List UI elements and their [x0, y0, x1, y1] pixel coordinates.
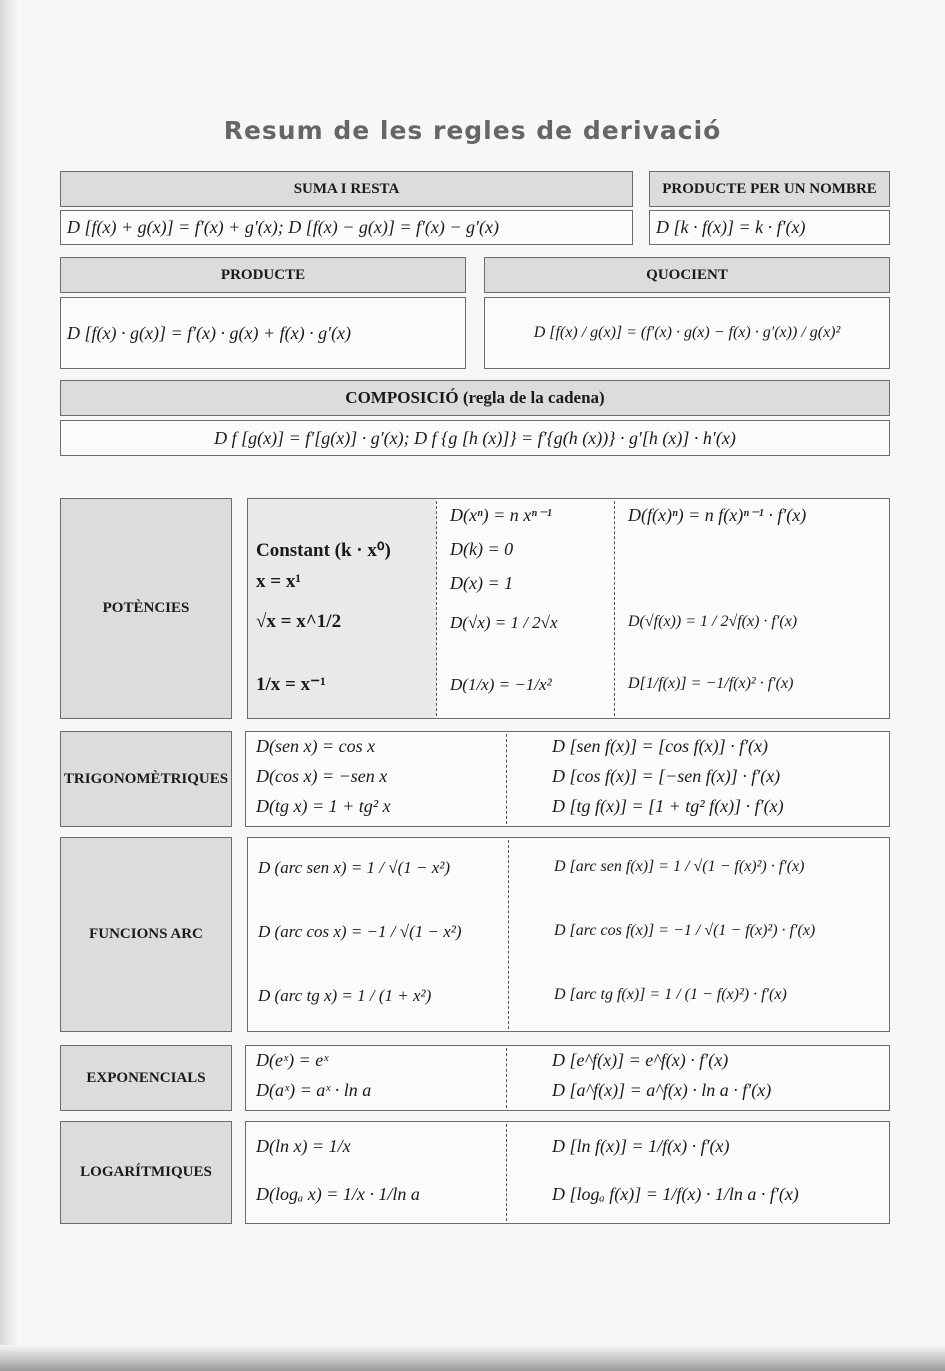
potencies-panel [247, 498, 890, 719]
log-left-row: D(ln x) = 1/x [256, 1136, 351, 1156]
potencies-right-row: D(√f(x)) = 1 / 2√f(x) · f′(x) [628, 613, 798, 630]
exp-right-row: D [e^f(x)] = e^f(x) · f′(x) [552, 1050, 729, 1070]
log-left-row: D(logₐ x) = 1/x · 1/ln a [256, 1184, 420, 1204]
exp-right-row: D [a^f(x)] = a^f(x) · ln a · f′(x) [552, 1080, 772, 1100]
producte-header: PRODUCTE [60, 257, 466, 293]
trig-right-row: D [cos f(x)] = [−sen f(x)] · f′(x) [552, 766, 781, 786]
trig-left-row: D(tg x) = 1 + tg² x [256, 796, 391, 816]
potencies-right-row: D(f(x)ⁿ) = n f(x)ⁿ⁻¹ · f′(x) [628, 505, 807, 525]
potencies-left-row: √x = x^1/2 [256, 611, 342, 632]
logaritmiques-label: LOGARÍTMIQUES [60, 1121, 232, 1224]
arc-divider [508, 840, 509, 1029]
nombre-formula: D [k · f(x)] = k · f′(x) [649, 210, 890, 245]
page-bottom-shadow [0, 1345, 945, 1371]
arc-left-row: D (arc tg x) = 1 / (1 + x²) [258, 986, 432, 1005]
arc-right-row: D [arc sen f(x)] = 1 / √(1 − f(x)²) · f′(x) [554, 858, 805, 875]
arc-right-row: D [arc cos f(x)] = −1 / √(1 − f(x)²) · f′(x) [554, 922, 816, 939]
trigonometriques-panel [245, 731, 890, 827]
potencies-left-row: 1/x = x⁻¹ [256, 674, 326, 695]
arc-left-row: D (arc cos x) = −1 / √(1 − x²) [258, 922, 462, 941]
producte-formula: D [f(x) · g(x)] = f′(x) · g(x) + f(x) · g′(x) [60, 297, 466, 369]
suma-header: SUMA I RESTA [60, 171, 633, 207]
trig-right-row: D [tg f(x)] = [1 + tg² f(x)] · f′(x) [552, 796, 784, 816]
composicio-formula: D f [g(x)] = f′[g(x)] · g′(x); D f {g [h (x)]} = f′{g(h (x))} · g′[h (x)] · h′(x) [60, 420, 890, 456]
page-edge-shadow [0, 0, 18, 1371]
logaritmiques-panel [245, 1121, 890, 1224]
potencies-mid-row: D(1/x) = −1/x² [450, 675, 552, 694]
exp-left-row: D(eˣ) = eˣ [256, 1050, 329, 1070]
suma-formula: D [f(x) + g(x)] = f′(x) + g′(x); D [f(x) − g(x)] = f′(x) − g′(x) [60, 210, 633, 245]
trig-left-row: D(sen x) = cos x [256, 736, 376, 756]
potencies-right-row: D[1/f(x)] = −1/f(x)² · f′(x) [628, 675, 794, 692]
quocient-formula: D [f(x) / g(x)] = (f′(x) · g(x) − f(x) · g′(x)) / g(x)² [484, 297, 890, 369]
exp-left-row: D(aˣ) = aˣ · ln a [256, 1080, 372, 1100]
trigonometriques-label: TRIGONOMÈTRIQUES [60, 731, 232, 827]
log-right-row: D [logₐ f(x)] = 1/f(x) · 1/ln a · f′(x) [552, 1184, 799, 1204]
trig-left-row: D(cos x) = −sen x [256, 766, 388, 786]
potencies-mid-row: D(√x) = 1 / 2√x [450, 613, 558, 632]
log-right-row: D [ln f(x)] = 1/f(x) · f′(x) [552, 1136, 730, 1156]
arc-panel [247, 837, 890, 1032]
trigonometriques-divider [506, 734, 507, 824]
arc-right-row: D [arc tg f(x)] = 1 / (1 − f(x)²) · f′(x) [554, 986, 787, 1003]
page-title: Resum de les regles de derivació [223, 116, 722, 145]
potencies-left-row: x = x¹ [256, 571, 302, 592]
potencies-left-row: Constant (k · x⁰) [256, 540, 391, 561]
exponencials-divider [506, 1048, 507, 1108]
exponencials-panel [245, 1045, 890, 1111]
logaritmiques-divider [506, 1124, 507, 1221]
trig-right-row: D [sen f(x)] = [cos f(x)] · f′(x) [552, 736, 769, 756]
potencies-divider-1 [436, 501, 437, 716]
nombre-header: PRODUCTE PER UN NOMBRE [649, 171, 890, 207]
potencies-mid-row: D(k) = 0 [450, 539, 514, 559]
potencies-mid-row: D(x) = 1 [450, 573, 514, 593]
arc-label: FUNCIONS ARC [60, 837, 232, 1032]
arc-left-row: D (arc sen x) = 1 / √(1 − x²) [258, 858, 451, 877]
potencies-mid-row: D(xⁿ) = n xⁿ⁻¹ [450, 505, 552, 525]
quocient-header: QUOCIENT [484, 257, 890, 293]
composicio-header: COMPOSICIÓ (regla de la cadena) [60, 380, 890, 416]
potencies-label: POTÈNCIES [60, 498, 232, 719]
exponencials-label: EXPONENCIALS [60, 1045, 232, 1111]
potencies-divider-2 [614, 501, 615, 716]
